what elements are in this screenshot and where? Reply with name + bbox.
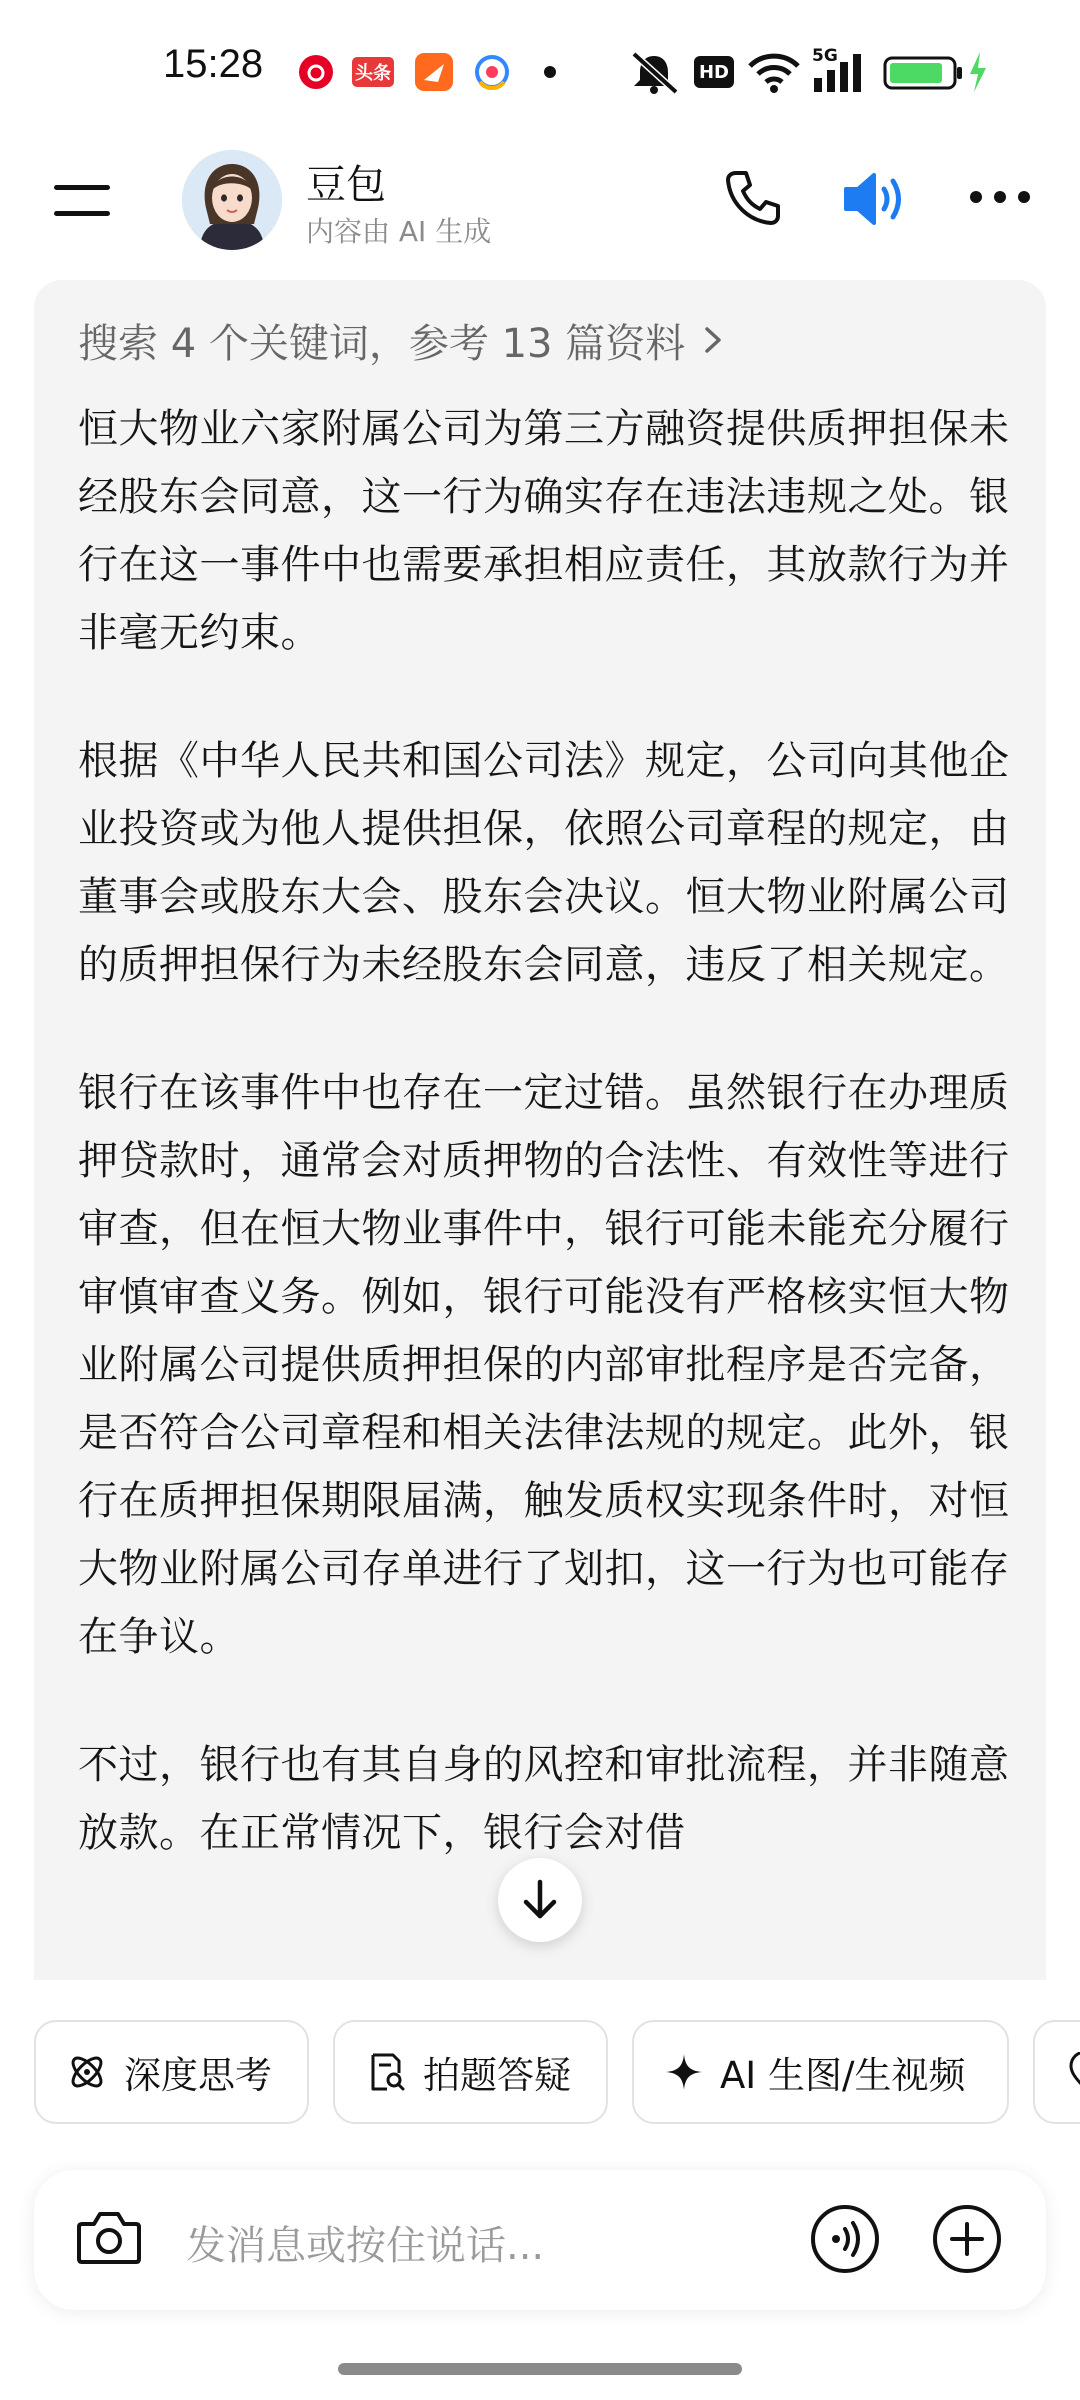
bot-message-card bbox=[34, 280, 1046, 1980]
status-time: 15:28 bbox=[163, 42, 264, 86]
search-summary-text: 搜索 4 个关键词，参考 13 篇资料 bbox=[78, 320, 686, 367]
add-attachment-icon[interactable] bbox=[932, 2204, 1002, 2274]
chat-header bbox=[0, 145, 1080, 280]
ai-generated-notice: 内容由 AI 生成 bbox=[306, 215, 492, 248]
message-body bbox=[78, 395, 1018, 1927]
status-bar bbox=[0, 0, 1080, 145]
more-notifications-dot-icon bbox=[540, 62, 560, 82]
bot-name: 豆包 bbox=[306, 162, 386, 208]
message-input-bar bbox=[34, 2170, 1046, 2310]
wifi-icon bbox=[746, 48, 802, 96]
speaker-icon[interactable] bbox=[840, 167, 910, 231]
message-paragraph: 不过，银行也有其自身的风控和审批流程，并非随意放款。在正常情况下，银行会对借 bbox=[78, 1742, 1010, 1856]
ai-image-video-button[interactable] bbox=[632, 2020, 1009, 2124]
hd-icon: HD bbox=[694, 56, 734, 88]
photo-question-icon bbox=[365, 2051, 407, 2093]
more-options-icon[interactable] bbox=[968, 185, 1032, 209]
voice-input-icon[interactable] bbox=[810, 2204, 880, 2274]
location-icon bbox=[1065, 2052, 1080, 2092]
more-actions-chip[interactable] bbox=[1033, 2020, 1080, 2124]
deep-think-button[interactable] bbox=[34, 2020, 309, 2124]
netease-music-icon bbox=[296, 52, 336, 92]
message-paragraph: 恒大物业六家附属公司为第三方融资提供质押担保未经股东会同意，这一行为确实存在违法违规之处。银行在这一事件中也需要承担相应责任，其放款行为并非毫无约束。 bbox=[78, 406, 1010, 656]
bot-avatar[interactable] bbox=[182, 150, 282, 250]
toutiao-icon: 头条 bbox=[352, 57, 394, 87]
scroll-to-bottom-button[interactable] bbox=[498, 1858, 582, 1942]
signal-icon bbox=[812, 48, 866, 96]
chip-label: 深度思考 bbox=[124, 2054, 272, 2097]
camera-icon[interactable] bbox=[76, 2208, 142, 2268]
phone-icon[interactable] bbox=[722, 167, 784, 229]
quick-action-bar bbox=[0, 2020, 1080, 2126]
sparkle-icon bbox=[664, 2052, 704, 2092]
home-indicator[interactable] bbox=[338, 2363, 742, 2375]
message-paragraph: 根据《中华人民共和国公司法》规定，公司向其他企业投资或为他人提供担保，依照公司章程的规定，由董事会或股东大会、股东会决议。恒大物业附属公司的质押担保行为未经股东会同意，违反了相关规定。 bbox=[78, 738, 1010, 988]
chip-label: 拍题答疑 bbox=[423, 2054, 571, 2097]
photo-question-button[interactable] bbox=[333, 2020, 608, 2124]
silent-bell-icon bbox=[624, 48, 684, 96]
avatar-illustration bbox=[182, 150, 282, 250]
message-paragraph: 银行在该事件中也存在一定过错。虽然银行在办理质押贷款时，通常会对质押物的合法性、有效性等进行审查，但在恒大物业事件中，银行可能未能充分履行审慎审查义务。例如，银行可能没有严格核实恒大物业附属公司提供质押担保的内部审批程序是否完备，是否符合公司章程和相关法律法规的规定。此外，银行在质押担保期限届满，触发质权实现条件时，对恒大物业附属公司存单进行了划扣，这一行为也可能存在争议。 bbox=[78, 1070, 1010, 1660]
network-type-label: 5G bbox=[812, 46, 838, 66]
chevron-right-icon bbox=[701, 323, 725, 357]
baidu-icon bbox=[472, 52, 512, 92]
chip-label: AI 生图/生视频 bbox=[720, 2054, 966, 2097]
menu-icon[interactable] bbox=[52, 175, 112, 225]
message-input[interactable]: 发消息或按住说话... bbox=[186, 2223, 545, 2269]
arrow-down-icon bbox=[520, 1878, 560, 1922]
battery-icon bbox=[882, 48, 992, 96]
deep-think-icon bbox=[66, 2051, 108, 2093]
feishu-icon bbox=[414, 52, 454, 92]
search-references-link[interactable] bbox=[78, 310, 725, 370]
